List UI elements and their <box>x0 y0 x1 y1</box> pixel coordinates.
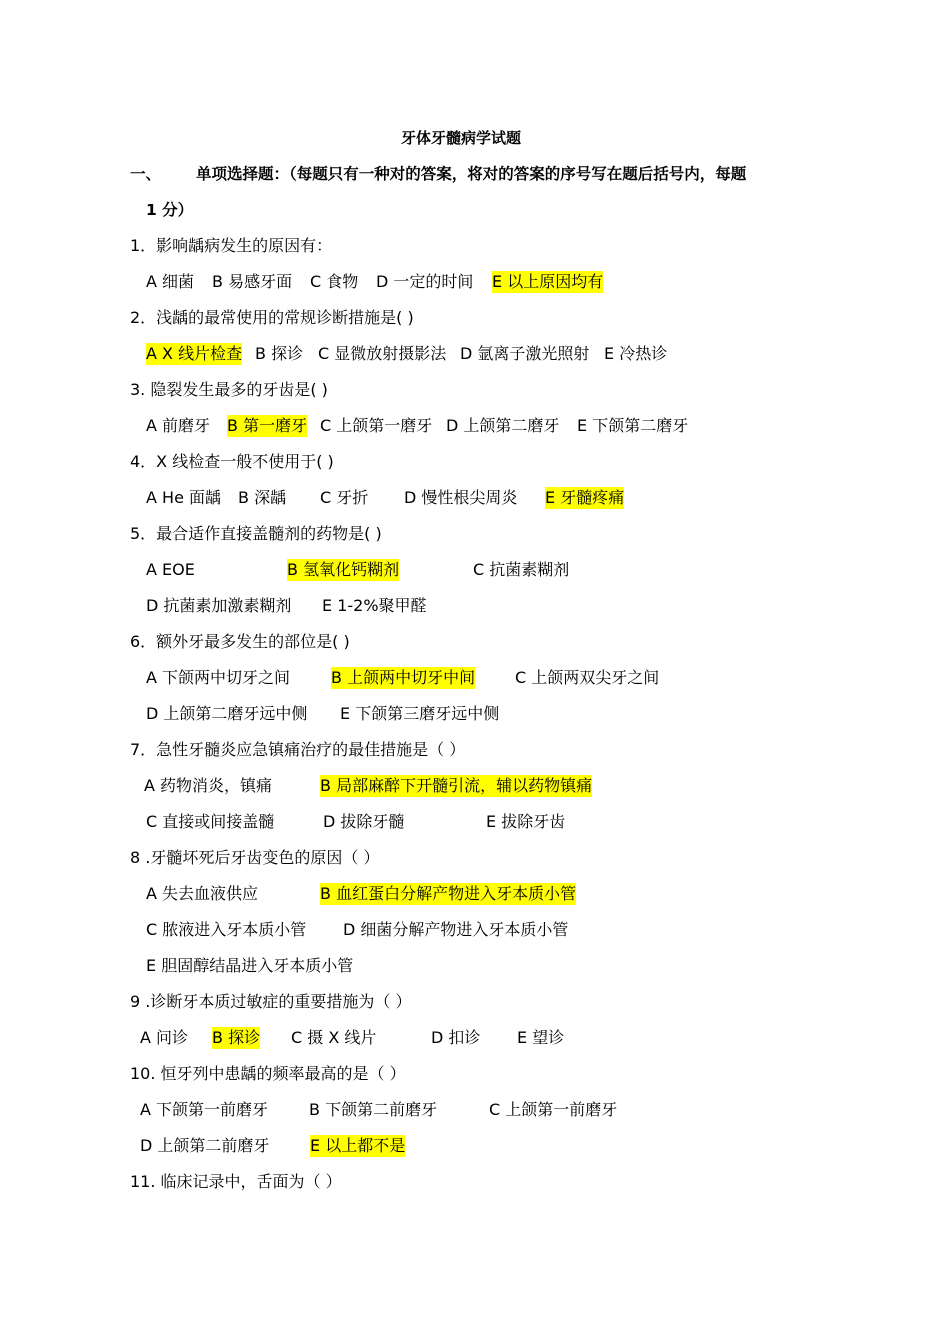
option: A 问诊 <box>140 1028 189 1047</box>
option: B 探诊 <box>255 344 304 363</box>
option: C 直接或间接盖髓 <box>146 812 275 831</box>
answer-option-highlighted: E 以上都不是 <box>310 1136 406 1155</box>
option: B 下颌第二前磨牙 <box>309 1100 438 1119</box>
option: D 氩离子激光照射 <box>460 344 590 363</box>
option: C 上颌第一前磨牙 <box>489 1100 618 1119</box>
answer-option-highlighted: E 牙髓疼痛 <box>545 488 625 507</box>
option: D 上颌第二磨牙 <box>446 416 560 435</box>
option: D 细菌分解产物进入牙本质小管 <box>343 920 569 939</box>
answer-option-highlighted: B 第一磨牙 <box>227 416 308 435</box>
answer-option-highlighted: B 探诊 <box>212 1028 261 1047</box>
question-stem: 3. 隐裂发生最多的牙齿是( ) <box>130 380 328 399</box>
option: B 深龋 <box>238 488 287 507</box>
option: D 扣诊 <box>431 1028 481 1047</box>
option: C 摄 X 线片 <box>291 1028 377 1047</box>
option: A EOE <box>146 560 195 579</box>
question-stem: 6．额外牙最多发生的部位是( ) <box>130 632 350 651</box>
option: A 前磨牙 <box>146 416 211 435</box>
question-stem: 5．最合适作直接盖髓剂的药物是( ) <box>130 524 382 543</box>
answer-option-highlighted: B 氢氧化钙糊剂 <box>287 560 400 579</box>
answer-option-highlighted: B 血红蛋白分解产物进入牙本质小管 <box>320 884 577 903</box>
question-stem: 1．影响龋病发生的原因有： <box>130 236 333 255</box>
option: A 下颌第一前磨牙 <box>140 1100 269 1119</box>
option: E 冷热诊 <box>604 344 668 363</box>
question-stem: 7．急性牙髓炎应急镇痛治疗的最佳措施是（ ） <box>130 740 466 759</box>
option: E 下颌第三磨牙远中侧 <box>340 704 500 723</box>
option: C 显微放射摄影法 <box>318 344 447 363</box>
option: C 上颌第一磨牙 <box>320 416 433 435</box>
page-title: 牙体牙髓病学试题 <box>401 129 522 147</box>
section-heading: 单项选择题：（每题只有一种对的答案，将对的答案的序号写在题后括号内，每题 <box>196 165 747 183</box>
option: C 脓液进入牙本质小管 <box>146 920 307 939</box>
question-stem: 11. 临床记录中，舌面为（ ） <box>130 1172 342 1191</box>
option: E 望诊 <box>517 1028 565 1047</box>
answer-option-highlighted: A X 线片检查 <box>146 344 243 363</box>
section-heading-continued: 1 分） <box>146 201 194 219</box>
option: A 细菌 <box>146 272 195 291</box>
option: D 上颌第二前磨牙 <box>140 1136 270 1155</box>
answer-option-highlighted: B 局部麻醉下开髓引流，辅以药物镇痛 <box>320 776 593 795</box>
option: D 拔除牙髓 <box>323 812 405 831</box>
question-stem: 2．浅龋的最常使用的常规诊断措施是( ) <box>130 308 414 327</box>
option: C 食物 <box>310 272 359 291</box>
answer-option-highlighted: E 以上原因均有 <box>492 272 604 291</box>
section-number: 一、 <box>130 165 162 183</box>
option: A 失去血液供应 <box>146 884 259 903</box>
option: D 抗菌素加激素糊剂 <box>146 596 292 615</box>
option: E 胆固醇结晶进入牙本质小管 <box>146 956 354 975</box>
option: D 一定的时间 <box>376 272 474 291</box>
answer-option-highlighted: B 上颌两中切牙中间 <box>331 668 476 687</box>
option: A 药物消炎，镇痛 <box>144 776 273 795</box>
option: C 牙折 <box>320 488 369 507</box>
question-stem: 10. 恒牙列中患龋的频率最高的是（ ） <box>130 1064 406 1083</box>
option: E 拔除牙齿 <box>486 812 566 831</box>
option: D 慢性根尖周炎 <box>404 488 518 507</box>
question-stem: 8 .牙髓坏死后牙齿变色的原因（ ） <box>130 848 380 867</box>
option: C 上颌两双尖牙之间 <box>515 668 660 687</box>
question-stem: 4．X 线检查一般不使用于( ) <box>130 452 334 471</box>
option: A 下颌两中切牙之间 <box>146 668 291 687</box>
option: B 易感牙面 <box>212 272 293 291</box>
option: E 下颌第二磨牙 <box>577 416 689 435</box>
option: C 抗菌素糊剂 <box>473 560 570 579</box>
option: A He 面龋 <box>146 488 221 507</box>
option: D 上颌第二磨牙远中侧 <box>146 704 308 723</box>
question-stem: 9 .诊断牙本质过敏症的重要措施为（ ） <box>130 992 412 1011</box>
option: E 1-2%聚甲醛 <box>322 596 427 615</box>
